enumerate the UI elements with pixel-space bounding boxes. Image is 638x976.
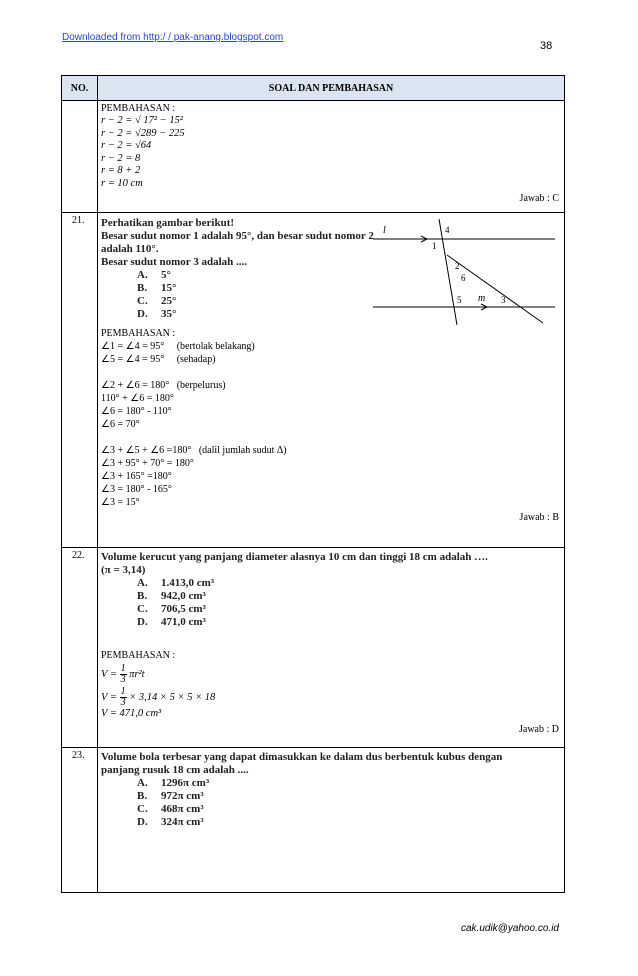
solution-line: r = 8 + 2 bbox=[101, 165, 141, 176]
angle-label: 2 bbox=[455, 261, 460, 271]
question-line: (π = 3,14) bbox=[101, 564, 146, 576]
solution-line: r − 2 = √64 bbox=[101, 140, 152, 151]
solution-step: ∠3 = 15° bbox=[101, 497, 140, 508]
table-header-row bbox=[62, 76, 565, 101]
row-content bbox=[98, 101, 565, 213]
question-text bbox=[101, 551, 559, 577]
footer-email: cak.udik@yahoo.co.id bbox=[461, 923, 559, 934]
row-number: 21. bbox=[62, 213, 98, 548]
solution-line: r − 2 = 8 bbox=[101, 152, 141, 164]
option: B. 942,0 cm³ bbox=[137, 590, 206, 602]
col-no-header: NO. bbox=[62, 76, 98, 101]
answer-label: Jawab : D bbox=[519, 723, 559, 735]
solution-step: 110° + ∠6 = 180° bbox=[101, 393, 174, 404]
solution-step: ∠6 = 70° bbox=[101, 419, 140, 430]
question-line: Besar sudut nomor 3 adalah .... bbox=[101, 256, 247, 268]
solution-step: ∠3 + 165° =180° bbox=[101, 471, 172, 482]
pembahasan-label: PEMBAHASAN : bbox=[101, 650, 176, 661]
option: A. 5° bbox=[137, 269, 171, 281]
option: C. 25° bbox=[137, 295, 177, 307]
question-line: panjang rusuk 18 cm adalah .... bbox=[101, 764, 249, 776]
angle-label: 6 bbox=[461, 273, 466, 283]
angle-label: 1 bbox=[432, 241, 437, 251]
row-number bbox=[62, 101, 98, 213]
table-row-22 bbox=[62, 548, 565, 748]
angle-label: 4 bbox=[445, 225, 450, 235]
fraction: $\frac{1}{3}$ bbox=[120, 686, 126, 708]
solution-line: r = 10 cm bbox=[101, 177, 143, 189]
formula-line: V = $\frac{1}{3}$ πr²t bbox=[101, 663, 145, 685]
question-line: Besar sudut nomor 1 adalah 95°, dan besar sudut nomor 2 adalah 110°. bbox=[101, 230, 374, 255]
formula-line: V = 471,0 cm³ bbox=[101, 708, 162, 719]
option: D. 324π cm³ bbox=[137, 816, 204, 828]
solution-step: ∠2 + ∠6 = 180° (berpelurus) bbox=[101, 380, 226, 391]
solution-line: r − 2 = √289 − 225 bbox=[101, 127, 185, 139]
option: B. 972π cm³ bbox=[137, 790, 204, 802]
row-content bbox=[98, 548, 565, 748]
option: C. 468π cm³ bbox=[137, 803, 204, 815]
solution-step: ∠3 + 95° + 70° = 180° bbox=[101, 458, 194, 469]
option: C. 706,5 cm³ bbox=[137, 603, 206, 615]
option: A. 1.413,0 cm³ bbox=[137, 577, 215, 589]
question-line: Perhatikan gambar berikut! bbox=[101, 217, 235, 229]
table-row-21 bbox=[62, 213, 565, 548]
angle-label: 3 bbox=[501, 295, 506, 305]
row-number: 22. bbox=[62, 548, 98, 748]
parallel-lines-figure bbox=[373, 217, 558, 327]
fraction: $\frac{1}{3}$ bbox=[120, 663, 126, 685]
formula-line: V = $\frac{1}{3}$ × 3,14 × 5 × 5 × 18 bbox=[101, 686, 216, 708]
option: A. 1296π cm³ bbox=[137, 777, 210, 789]
source-link[interactable]: Downloaded from http:/ / pak-anang.blogspot.com bbox=[62, 32, 284, 43]
answer-label: Jawab : C bbox=[519, 193, 559, 204]
answer-label: Jawab : B bbox=[519, 512, 559, 523]
page-number: 38 bbox=[540, 40, 553, 52]
solution-step: ∠3 + ∠5 + ∠6 =180° (dalil jumlah sudut Δ) bbox=[101, 445, 287, 456]
line-label-m: m bbox=[478, 293, 486, 304]
option: B. 15° bbox=[137, 282, 177, 294]
solutions-table bbox=[61, 75, 565, 893]
row-content bbox=[98, 213, 565, 548]
row-number: 23. bbox=[62, 748, 98, 893]
table-row-20 bbox=[62, 101, 565, 213]
solution-line: r − 2 = √ 17² − 15² bbox=[101, 115, 184, 126]
row-content bbox=[98, 748, 565, 893]
question-line: Volume kerucut yang panjang diameter alasnya 10 cm dan tinggi 18 cm adalah …. bbox=[101, 551, 488, 563]
angle-label: 5 bbox=[457, 295, 462, 305]
col-content-header: SOAL DAN PEMBAHASAN bbox=[98, 76, 565, 101]
table-row-23 bbox=[62, 748, 565, 893]
solution-step: ∠5 = ∠4 = 95° (sehadap) bbox=[101, 354, 216, 365]
pembahasan-label: PEMBAHASAN : bbox=[101, 328, 176, 339]
question-text bbox=[101, 217, 391, 269]
solution-step: ∠1 = ∠4 = 95° (bertolak belakang) bbox=[101, 341, 255, 352]
pembahasan-label: PEMBAHASAN : bbox=[101, 103, 176, 114]
solution-step: ∠3 = 180° - 165° bbox=[101, 484, 172, 495]
question-text bbox=[101, 751, 559, 777]
option: D. 35° bbox=[137, 308, 177, 320]
question-line: Volume bola terbesar yang dapat dimasukkan ke dalam dus berbentuk kubus dengan bbox=[101, 751, 503, 763]
option: D. 471,0 cm³ bbox=[137, 616, 206, 628]
solution-step: ∠6 = 180° - 110° bbox=[101, 406, 172, 417]
line-label-l: l bbox=[383, 225, 386, 236]
